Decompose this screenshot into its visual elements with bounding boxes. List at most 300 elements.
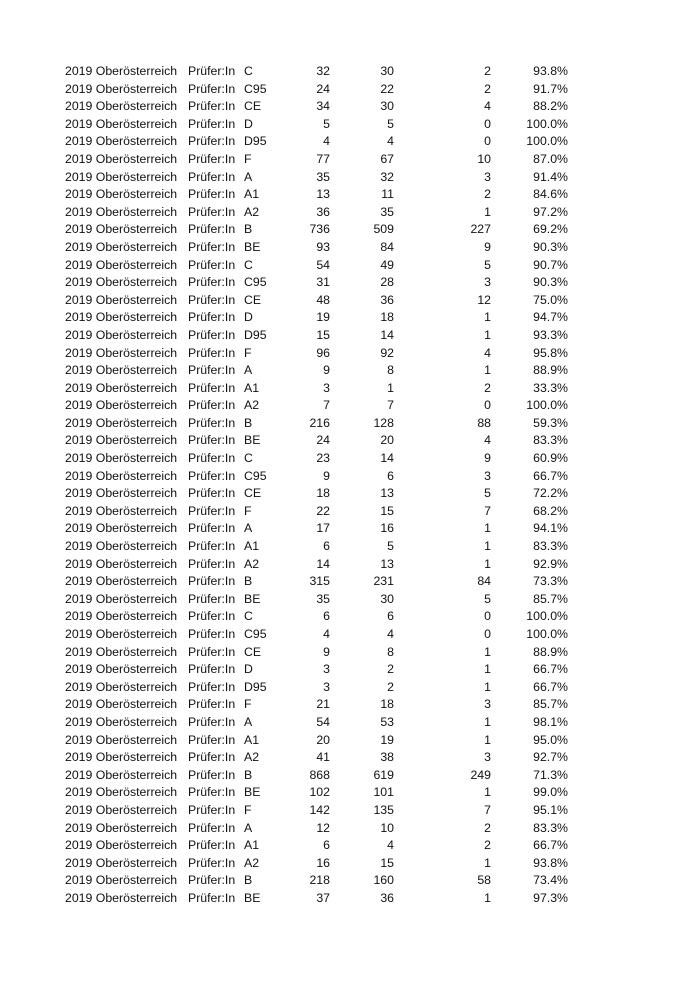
failed-count-cell: 9 — [484, 239, 491, 254]
pass-rate-cell: 98.1% — [533, 714, 568, 729]
role-cell: Prüfer:In — [188, 275, 236, 290]
year-region-cell: 2019 Oberösterreich — [65, 451, 178, 466]
passed-count-cell: 128 — [373, 415, 394, 430]
passed-count-cell: 6 — [387, 609, 394, 624]
role-cell: Prüfer:In — [188, 380, 236, 395]
pass-rate-cell: 97.3% — [533, 890, 568, 905]
license-class-cell: CE — [244, 292, 262, 307]
pass-rate-cell: 83.3% — [533, 539, 568, 554]
passed-count-cell: 18 — [380, 310, 394, 325]
license-class-cell: BE — [244, 433, 261, 448]
license-class-cell: D — [244, 116, 253, 131]
role-cell: Prüfer:In — [188, 345, 236, 360]
year-region-cell: 2019 Oberösterreich — [65, 134, 178, 149]
role-cell: Prüfer:In — [188, 363, 236, 378]
license-class-cell: BE — [244, 239, 261, 254]
table-row — [0, 415, 700, 433]
failed-count-cell: 1 — [484, 644, 491, 659]
pass-rate-cell: 91.7% — [533, 81, 568, 96]
passed-count-cell: 509 — [373, 222, 394, 237]
failed-count-cell: 2 — [484, 380, 491, 395]
table-row — [0, 679, 700, 697]
table-row — [0, 327, 700, 345]
failed-count-cell: 4 — [484, 99, 491, 114]
table-row — [0, 644, 700, 662]
pass-rate-cell: 85.7% — [533, 591, 568, 606]
table-row — [0, 186, 700, 204]
failed-count-cell: 2 — [484, 187, 491, 202]
table-row — [0, 696, 700, 714]
total-count-cell: 9 — [323, 468, 330, 483]
table-row — [0, 732, 700, 750]
failed-count-cell: 0 — [484, 609, 491, 624]
passed-count-cell: 14 — [380, 451, 394, 466]
year-region-cell: 2019 Oberösterreich — [65, 662, 178, 677]
license-class-cell: A2 — [244, 750, 260, 765]
pass-rate-cell: 73.3% — [533, 574, 568, 589]
failed-count-cell: 84 — [477, 574, 491, 589]
pass-rate-cell: 71.3% — [533, 767, 568, 782]
role-cell: Prüfer:In — [188, 802, 236, 817]
failed-count-cell: 5 — [484, 486, 491, 501]
passed-count-cell: 2 — [387, 662, 394, 677]
license-class-cell: BE — [244, 785, 261, 800]
pass-rate-cell: 93.8% — [533, 855, 568, 870]
role-cell: Prüfer:In — [188, 257, 236, 272]
role-cell: Prüfer:In — [188, 64, 236, 78]
role-cell: Prüfer:In — [188, 134, 236, 149]
failed-count-cell: 7 — [484, 802, 491, 817]
role-cell: Prüfer:In — [188, 222, 236, 237]
year-region-cell: 2019 Oberösterreich — [65, 310, 178, 325]
role-cell: Prüfer:In — [188, 890, 236, 905]
pass-rate-cell: 33.3% — [533, 380, 568, 395]
pass-rate-cell: 73.4% — [533, 873, 568, 888]
license-class-cell: A — [244, 169, 253, 184]
passed-count-cell: 84 — [380, 239, 394, 254]
pass-rate-cell: 95.1% — [533, 802, 568, 817]
role-cell: Prüfer:In — [188, 662, 236, 677]
total-count-cell: 21 — [316, 697, 330, 712]
table-row — [0, 503, 700, 521]
failed-count-cell: 7 — [484, 503, 491, 518]
total-count-cell: 93 — [316, 239, 330, 254]
role-cell: Prüfer:In — [188, 398, 236, 413]
pass-rate-cell: 95.8% — [533, 345, 568, 360]
total-count-cell: 20 — [316, 732, 330, 747]
license-class-cell: F — [244, 345, 252, 360]
passed-count-cell: 19 — [380, 732, 394, 747]
passed-count-cell: 67 — [380, 151, 394, 166]
role-cell: Prüfer:In — [188, 697, 236, 712]
total-count-cell: 35 — [316, 169, 330, 184]
role-cell: Prüfer:In — [188, 873, 236, 888]
table-row — [0, 520, 700, 538]
license-class-cell: A1 — [244, 187, 260, 202]
license-class-cell: A — [244, 521, 253, 536]
role-cell: Prüfer:In — [188, 785, 236, 800]
passed-count-cell: 13 — [380, 486, 394, 501]
year-region-cell: 2019 Oberösterreich — [65, 433, 178, 448]
license-class-cell: BE — [244, 591, 261, 606]
table-row — [0, 573, 700, 591]
year-region-cell: 2019 Oberösterreich — [65, 732, 178, 747]
table-row — [0, 608, 700, 626]
year-region-cell: 2019 Oberösterreich — [65, 151, 178, 166]
year-region-cell: 2019 Oberösterreich — [65, 327, 178, 342]
pass-rate-cell: 72.2% — [533, 486, 568, 501]
role-cell: Prüfer:In — [188, 239, 236, 254]
role-cell: Prüfer:In — [188, 556, 236, 571]
table-row — [0, 784, 700, 802]
passed-count-cell: 8 — [387, 644, 394, 659]
total-count-cell: 34 — [316, 99, 330, 114]
role-cell: Prüfer:In — [188, 204, 236, 219]
passed-count-cell: 14 — [380, 327, 394, 342]
year-region-cell: 2019 Oberösterreich — [65, 64, 178, 78]
license-class-cell: A1 — [244, 539, 260, 554]
pass-rate-cell: 90.3% — [533, 239, 568, 254]
passed-count-cell: 16 — [380, 521, 394, 536]
year-region-cell: 2019 Oberösterreich — [65, 468, 178, 483]
year-region-cell: 2019 Oberösterreich — [65, 539, 178, 554]
pass-rate-cell: 88.2% — [533, 99, 568, 114]
failed-count-cell: 0 — [484, 116, 491, 131]
passed-count-cell: 30 — [380, 99, 394, 114]
total-count-cell: 736 — [309, 222, 330, 237]
pass-rate-cell: 66.7% — [533, 838, 568, 853]
total-count-cell: 216 — [309, 415, 330, 430]
pass-rate-cell: 92.7% — [533, 750, 568, 765]
passed-count-cell: 619 — [373, 767, 394, 782]
year-region-cell: 2019 Oberösterreich — [65, 785, 178, 800]
pass-rate-cell: 97.2% — [533, 204, 568, 219]
passed-count-cell: 36 — [380, 292, 394, 307]
role-cell: Prüfer:In — [188, 433, 236, 448]
total-count-cell: 3 — [323, 380, 330, 395]
table-row — [0, 450, 700, 468]
total-count-cell: 18 — [316, 486, 330, 501]
year-region-cell: 2019 Oberösterreich — [65, 99, 178, 114]
total-count-cell: 9 — [323, 363, 330, 378]
failed-count-cell: 5 — [484, 257, 491, 272]
failed-count-cell: 1 — [484, 714, 491, 729]
total-count-cell: 31 — [316, 275, 330, 290]
table-row — [0, 820, 700, 838]
license-class-cell: A — [244, 714, 253, 729]
total-count-cell: 315 — [309, 574, 330, 589]
total-count-cell: 54 — [316, 714, 330, 729]
failed-count-cell: 1 — [484, 890, 491, 905]
year-region-cell: 2019 Oberösterreich — [65, 714, 178, 729]
failed-count-cell: 0 — [484, 134, 491, 149]
passed-count-cell: 53 — [380, 714, 394, 729]
total-count-cell: 4 — [323, 627, 330, 641]
license-class-cell: C95 — [244, 275, 267, 290]
year-region-cell: 2019 Oberösterreich — [65, 169, 178, 184]
year-region-cell: 2019 Oberösterreich — [65, 81, 178, 96]
license-class-cell: A2 — [244, 556, 260, 571]
year-region-cell: 2019 Oberösterreich — [65, 574, 178, 589]
pass-rate-cell: 88.9% — [533, 644, 568, 659]
table-row — [0, 749, 700, 767]
year-region-cell: 2019 Oberösterreich — [65, 486, 178, 501]
pass-rate-cell: 68.2% — [533, 503, 568, 518]
total-count-cell: 23 — [316, 451, 330, 466]
pass-rate-cell: 100.0% — [526, 116, 568, 131]
license-class-cell: BE — [244, 890, 261, 905]
license-class-cell: A2 — [244, 398, 260, 413]
year-region-cell: 2019 Oberösterreich — [65, 644, 178, 659]
year-region-cell: 2019 Oberösterreich — [65, 697, 178, 712]
pass-rate-cell: 94.7% — [533, 310, 568, 325]
pass-rate-cell: 92.9% — [533, 556, 568, 571]
failed-count-cell: 10 — [477, 151, 491, 166]
total-count-cell: 17 — [316, 521, 330, 536]
total-count-cell: 15 — [316, 327, 330, 342]
pass-rate-cell: 83.3% — [533, 820, 568, 835]
failed-count-cell: 3 — [484, 750, 491, 765]
pass-rate-cell: 83.3% — [533, 433, 568, 448]
total-count-cell: 24 — [316, 81, 330, 96]
passed-count-cell: 4 — [387, 134, 394, 149]
license-class-cell: D — [244, 662, 253, 677]
license-class-cell: C — [244, 64, 253, 78]
license-class-cell: F — [244, 503, 252, 518]
failed-count-cell: 1 — [484, 204, 491, 219]
role-cell: Prüfer:In — [188, 451, 236, 466]
total-count-cell: 6 — [323, 539, 330, 554]
year-region-cell: 2019 Oberösterreich — [65, 415, 178, 430]
failed-count-cell: 0 — [484, 398, 491, 413]
table-row — [0, 257, 700, 275]
passed-count-cell: 92 — [380, 345, 394, 360]
passed-count-cell: 15 — [380, 855, 394, 870]
license-class-cell: A2 — [244, 855, 260, 870]
failed-count-cell: 1 — [484, 363, 491, 378]
license-class-cell: D95 — [244, 679, 267, 694]
pass-rate-cell: 90.3% — [533, 275, 568, 290]
table-row — [0, 133, 700, 151]
year-region-cell: 2019 Oberösterreich — [65, 363, 178, 378]
table-row — [0, 151, 700, 169]
table-row — [0, 837, 700, 855]
failed-count-cell: 1 — [484, 855, 491, 870]
role-cell: Prüfer:In — [188, 750, 236, 765]
passed-count-cell: 13 — [380, 556, 394, 571]
role-cell: Prüfer:In — [188, 81, 236, 96]
pass-rate-cell: 66.7% — [533, 468, 568, 483]
failed-count-cell: 227 — [470, 222, 491, 237]
data-table — [0, 63, 700, 908]
table-row — [0, 98, 700, 116]
total-count-cell: 77 — [316, 151, 330, 166]
pass-rate-cell: 75.0% — [533, 292, 568, 307]
total-count-cell: 48 — [316, 292, 330, 307]
passed-count-cell: 5 — [387, 116, 394, 131]
table-row — [0, 204, 700, 222]
passed-count-cell: 2 — [387, 679, 394, 694]
total-count-cell: 37 — [316, 890, 330, 905]
year-region-cell: 2019 Oberösterreich — [65, 609, 178, 624]
role-cell: Prüfer:In — [188, 116, 236, 131]
table-row — [0, 169, 700, 187]
passed-count-cell: 18 — [380, 697, 394, 712]
role-cell: Prüfer:In — [188, 732, 236, 747]
year-region-cell: 2019 Oberösterreich — [65, 275, 178, 290]
role-cell: Prüfer:In — [188, 644, 236, 659]
license-class-cell: CE — [244, 644, 262, 659]
failed-count-cell: 9 — [484, 451, 491, 466]
table-row — [0, 432, 700, 450]
license-class-cell: C — [244, 451, 253, 466]
total-count-cell: 9 — [323, 644, 330, 659]
table-row — [0, 274, 700, 292]
year-region-cell: 2019 Oberösterreich — [65, 750, 178, 765]
role-cell: Prüfer:In — [188, 327, 236, 342]
year-region-cell: 2019 Oberösterreich — [65, 204, 178, 219]
license-class-cell: C — [244, 609, 253, 624]
table-row — [0, 626, 700, 644]
license-class-cell: A1 — [244, 380, 260, 395]
table-row — [0, 221, 700, 239]
license-class-cell: A — [244, 820, 253, 835]
passed-count-cell: 20 — [380, 433, 394, 448]
total-count-cell: 22 — [316, 503, 330, 518]
table-row — [0, 468, 700, 486]
total-count-cell: 868 — [309, 767, 330, 782]
table-row — [0, 767, 700, 785]
table-row — [0, 239, 700, 257]
table-row — [0, 380, 700, 398]
passed-count-cell: 4 — [387, 627, 394, 641]
table-row — [0, 556, 700, 574]
license-class-cell: D95 — [244, 134, 267, 149]
failed-count-cell: 3 — [484, 468, 491, 483]
failed-count-cell: 3 — [484, 169, 491, 184]
year-region-cell: 2019 Oberösterreich — [65, 679, 178, 694]
passed-count-cell: 6 — [387, 468, 394, 483]
failed-count-cell: 58 — [477, 873, 491, 888]
year-region-cell: 2019 Oberösterreich — [65, 292, 178, 307]
table-row — [0, 309, 700, 327]
role-cell: Prüfer:In — [188, 486, 236, 501]
pass-rate-cell: 94.1% — [533, 521, 568, 536]
year-region-cell: 2019 Oberösterreich — [65, 890, 178, 905]
year-region-cell: 2019 Oberösterreich — [65, 222, 178, 237]
passed-count-cell: 10 — [380, 820, 394, 835]
role-cell: Prüfer:In — [188, 468, 236, 483]
license-class-cell: C — [244, 257, 253, 272]
table-row — [0, 485, 700, 503]
table-row — [0, 362, 700, 380]
pass-rate-cell: 85.7% — [533, 697, 568, 712]
pass-rate-cell: 60.9% — [533, 451, 568, 466]
pass-rate-cell: 100.0% — [526, 134, 568, 149]
passed-count-cell: 49 — [380, 257, 394, 272]
table-row — [0, 714, 700, 732]
role-cell: Prüfer:In — [188, 838, 236, 853]
pass-rate-cell: 100.0% — [526, 398, 568, 413]
license-class-cell: B — [244, 222, 253, 237]
failed-count-cell: 1 — [484, 327, 491, 342]
year-region-cell: 2019 Oberösterreich — [65, 239, 178, 254]
passed-count-cell: 160 — [373, 873, 394, 888]
license-class-cell: A1 — [244, 838, 260, 853]
failed-count-cell: 1 — [484, 521, 491, 536]
total-count-cell: 32 — [316, 64, 330, 78]
failed-count-cell: 3 — [484, 275, 491, 290]
failed-count-cell: 1 — [484, 785, 491, 800]
failed-count-cell: 12 — [477, 292, 491, 307]
passed-count-cell: 101 — [373, 785, 394, 800]
role-cell: Prüfer:In — [188, 310, 236, 325]
total-count-cell: 16 — [316, 855, 330, 870]
failed-count-cell: 4 — [484, 433, 491, 448]
pass-rate-cell: 100.0% — [526, 627, 568, 641]
passed-count-cell: 22 — [380, 81, 394, 96]
role-cell: Prüfer:In — [188, 574, 236, 589]
passed-count-cell: 15 — [380, 503, 394, 518]
passed-count-cell: 231 — [373, 574, 394, 589]
license-class-cell: B — [244, 415, 253, 430]
year-region-cell: 2019 Oberösterreich — [65, 187, 178, 202]
role-cell: Prüfer:In — [188, 714, 236, 729]
failed-count-cell: 0 — [484, 627, 491, 641]
year-region-cell: 2019 Oberösterreich — [65, 820, 178, 835]
failed-count-cell: 2 — [484, 820, 491, 835]
passed-count-cell: 135 — [373, 802, 394, 817]
role-cell: Prüfer:In — [188, 627, 236, 641]
passed-count-cell: 7 — [387, 398, 394, 413]
table-row — [0, 538, 700, 556]
failed-count-cell: 1 — [484, 556, 491, 571]
table-row — [0, 890, 700, 908]
year-region-cell: 2019 Oberösterreich — [65, 591, 178, 606]
year-region-cell: 2019 Oberösterreich — [65, 116, 178, 131]
failed-count-cell: 249 — [470, 767, 491, 782]
license-class-cell: B — [244, 574, 253, 589]
license-class-cell: A1 — [244, 732, 260, 747]
table-row — [0, 292, 700, 310]
license-class-cell: F — [244, 697, 252, 712]
failed-count-cell: 5 — [484, 591, 491, 606]
year-region-cell: 2019 Oberösterreich — [65, 855, 178, 870]
license-class-cell: A2 — [244, 204, 260, 219]
role-cell: Prüfer:In — [188, 99, 236, 114]
passed-count-cell: 30 — [380, 591, 394, 606]
total-count-cell: 96 — [316, 345, 330, 360]
total-count-cell: 24 — [316, 433, 330, 448]
total-count-cell: 19 — [316, 310, 330, 325]
role-cell: Prüfer:In — [188, 820, 236, 835]
passed-count-cell: 38 — [380, 750, 394, 765]
failed-count-cell: 4 — [484, 345, 491, 360]
failed-count-cell: 2 — [484, 838, 491, 853]
role-cell: Prüfer:In — [188, 609, 236, 624]
passed-count-cell: 8 — [387, 363, 394, 378]
license-class-cell: B — [244, 873, 253, 888]
table-row — [0, 802, 700, 820]
year-region-cell: 2019 Oberösterreich — [65, 556, 178, 571]
license-class-cell: CE — [244, 486, 262, 501]
year-region-cell: 2019 Oberösterreich — [65, 345, 178, 360]
total-count-cell: 12 — [316, 820, 330, 835]
total-count-cell: 142 — [309, 802, 330, 817]
total-count-cell: 13 — [316, 187, 330, 202]
failed-count-cell: 3 — [484, 697, 491, 712]
license-class-cell: CE — [244, 99, 262, 114]
